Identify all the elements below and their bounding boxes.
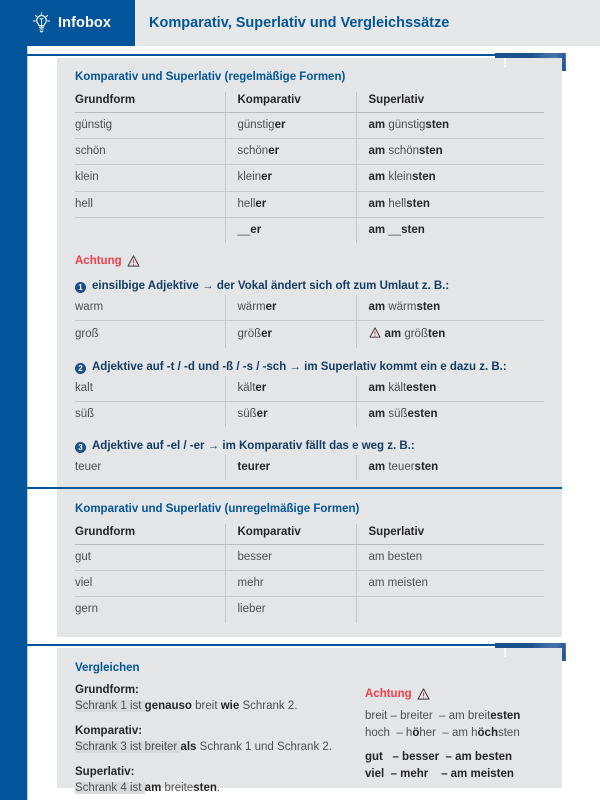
vergleich-block [75,724,357,755]
lightbulb-icon [32,12,51,34]
col-grundform: Grundform [75,92,225,113]
cell-superlativ: am schönsten [356,139,544,165]
cell-komparativ: süßer [225,401,356,427]
rule-heading [75,361,544,373]
warning-triangle-icon [417,688,430,700]
cell-komparativ: mehr [225,571,356,597]
vergleich-sentence: Schrank 3 ist breiter als Schrank 1 und Schrank 2. [75,740,332,753]
col-komparativ: Komparativ [225,92,356,113]
cell-komparativ: wärmer [225,295,356,321]
example-row: hoch – höher – am höchsten [365,726,520,739]
achtung-text: Achtung [75,255,122,268]
section3-heading: Vergleichen [75,662,140,674]
cell-superlativ: am wärmsten [356,295,544,321]
achtung-label-section1 [75,255,544,267]
rule-examples-table [75,295,544,347]
cell-komparativ: schöner [225,139,356,165]
page-title: Komparativ, Superlativ und Vergleichssätze [149,15,450,31]
table-row [75,191,544,217]
cell-superlativ: am größten [356,321,544,348]
cell-superlativ: am günstigsten [356,113,544,139]
cell-superlativ: am hellsten [356,191,544,217]
table-row [75,139,544,165]
vergleich-label: Grundform: [75,684,139,696]
table-header-row [75,92,544,113]
cell-komparativ: heller [225,191,356,217]
cell-superlativ: am teuersten [356,455,544,480]
col-superlativ: Superlativ [356,92,544,113]
cell-komparativ: __er [225,217,356,243]
cell-komparativ: kleiner [225,165,356,191]
cell-superlativ: am besten [356,545,544,571]
regular-forms-table [75,92,544,243]
cell-komparativ: größer [225,321,356,348]
table-row [75,376,544,402]
vergleich-block [75,683,357,714]
table-row [75,321,544,348]
cell-komparativ: kälter [225,376,356,402]
cell-grundform: süß [75,407,95,420]
cell-superlativ [356,597,544,623]
rule-examples-table [75,376,544,427]
table-row [75,571,544,597]
cell-grundform: gut [75,545,225,571]
cell-grundform [75,217,225,243]
exclamation-glyph: ! [503,644,508,660]
col-superlativ: Superlativ [356,524,544,545]
achtung-label-section3 [365,688,544,700]
rail-hairline [27,46,28,800]
section2-panel [57,490,562,637]
vergleich-sentence: Schrank 4 ist am breitesten. [75,781,221,794]
left-blue-rail [0,0,27,800]
vergleich-block [75,765,357,796]
cell-komparativ: besser [225,545,356,571]
cell-grundform: hell [75,191,225,217]
irregular-forms-table [75,524,544,623]
section1-top-rule [27,54,562,56]
table-header-row [75,524,544,545]
rule-number-badge: 3 [75,442,86,453]
cell-superlativ: am süßesten [356,401,544,427]
cell-grundform: warm [75,295,225,321]
warning-triangle-icon [127,255,140,267]
example-row: viel – mehr – am meisten [365,768,514,781]
section1-panel [57,54,562,494]
page-header [0,0,600,46]
cell-grundform: groß [75,327,99,340]
section3-panel [57,644,562,794]
table-row [75,545,544,571]
rule-number-badge: 2 [75,363,86,374]
cell-grundform: viel [75,571,225,597]
cell-komparativ: günstiger [225,113,356,139]
cell-grundform: schön [75,139,225,165]
vergleichen-examples [365,708,544,783]
rule-heading [75,280,544,292]
section1-heading: Komparativ und Superlativ (regelmäßige Formen) [75,71,346,83]
table-row [75,597,544,623]
cell-superlativ: am kleinsten [356,165,544,191]
cell-komparativ: teurer [225,455,356,480]
rule-heading [75,440,544,452]
vergleichen-right-column [357,662,544,796]
section2-heading: Komparativ und Superlativ (unregelmäßige Formen) [75,503,360,515]
rule-text: einsilbige Adjektive → der Vokal ändert sich oft zum Umlaut z. B.: [92,280,450,293]
cell-superlativ: am kältesten [356,376,544,402]
achtung-text: Achtung [365,688,412,700]
warning-triangle-icon [369,327,381,338]
section3-top-rule [27,644,562,646]
cell-superlativ: am meisten [356,571,544,597]
rule-number-badge: 1 [75,282,86,293]
table-row [75,455,544,480]
infobox-label: Infobox [58,15,112,31]
cell-superlativ: am __sten [356,217,544,243]
cell-grundform: gern [75,603,99,616]
table-row [75,217,544,243]
table-row [75,401,544,427]
cell-grundform: günstig [75,113,225,139]
cell-komparativ: lieber [225,597,356,623]
exclamation-glyph: ! [503,54,508,70]
rule-text: Adjektive auf -t / -d und -ß / -s / -sch → im Superlativ kommt ein e dazu z. B.: [92,360,507,373]
cell-grundform: kalt [75,376,225,402]
section2-top-rule [27,487,562,489]
table-row [75,295,544,321]
infobox-badge [0,0,135,46]
vergleich-label: Komparativ: [75,725,143,738]
col-komparativ: Komparativ [225,524,356,545]
cell-grundform: teuer [75,460,102,473]
example-row: breit – breiter – am breitesten [365,710,521,722]
cell-grundform: klein [75,165,225,191]
col-grundform: Grundform [75,524,225,545]
vergleichen-left-column [75,662,357,796]
vergleich-sentence: Schrank 1 ist genauso breit wie Schrank 2. [75,699,298,712]
example-row: gut – besser – am besten [365,751,513,764]
table-row [75,113,544,139]
vergleich-label: Superlativ: [75,766,135,779]
table-row [75,165,544,191]
rule-text: Adjektive auf -el / -er → im Komparativ fällt das e weg z. B.: [92,439,415,452]
rule-examples-table [75,455,544,480]
